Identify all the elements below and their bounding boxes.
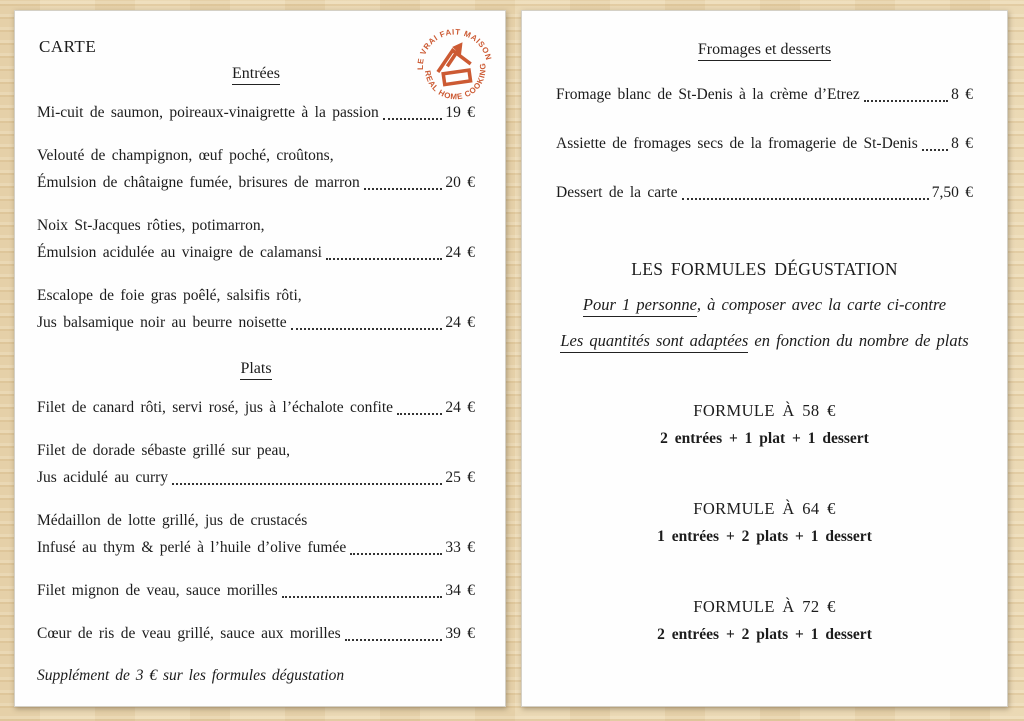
menu-item-line: Velouté de champignon, œuf poché, croûtons, [37,147,334,164]
menu-item-price: 25 € [445,469,475,486]
menu-item-line: Filet mignon de veau, sauce morilles [37,582,278,599]
menu-item-line: Cœur de ris de veau grillé, sauce aux morilles [37,625,341,642]
formule-option [556,495,973,552]
menu-item-price: 39 € [445,625,475,642]
menu-item-price: 8 € [951,135,973,152]
intro-underlined: Les quantités sont adaptées [560,331,748,353]
dotted-leader [682,198,929,200]
menu-item-price: 24 € [445,399,475,416]
dotted-leader [326,258,442,260]
formule-composition: 2 entrées + 2 plats + 1 dessert [657,626,872,643]
formule-composition: 1 entrées + 2 plats + 1 dessert [657,528,872,545]
section-heading-fromages: Fromages et desserts [556,41,973,59]
menu-item-line: Dessert de la carte [556,184,678,201]
formule-name: FORMULE À 72 € [693,597,836,616]
menu-item-price: 24 € [445,244,475,261]
menu-item [37,394,475,421]
dotted-leader [345,639,443,641]
menu-item [556,130,973,157]
menu-item [37,212,475,266]
dotted-leader [397,413,442,415]
intro-underlined: Pour 1 personne [583,295,697,317]
formule-name: FORMULE À 58 € [693,401,836,420]
menu-item-line: Noix St-Jacques rôties, potimarron, [37,217,265,234]
dotted-leader [282,596,443,598]
menu-item [37,437,475,491]
menu-item [37,282,475,336]
menu-item-line: Mi-cuit de saumon, poireaux-vinaigrette à la passion [37,104,379,121]
menu-page-left [14,10,506,707]
formule-composition: 2 entrées + 1 plat + 1 dessert [660,430,869,447]
menu-item [37,620,475,647]
menu-item [556,179,973,206]
menu-page-right [521,10,1008,707]
menu-item-line: Assiette de fromages secs de la fromagerie de St-Denis [556,135,918,152]
dotted-leader [350,553,442,555]
menu-item-line: Médaillon de lotte grillé, jus de crustacés [37,512,308,529]
menu-item [37,142,475,196]
menu-item [556,81,973,108]
menu-item-line: Émulsion acidulée au vinaigre de calamansi [37,244,322,261]
dotted-leader [864,100,948,102]
le-vrai-fait-maison-stamp [402,19,509,116]
formule-option [556,397,973,454]
menu-item [37,507,475,561]
menu-item [37,577,475,604]
page-title: CARTE [39,37,97,56]
menu-item-line: Filet de canard rôti, servi rosé, jus à l’échalote confite [37,399,394,416]
menu-item-line: Jus acidulé au curry [37,469,169,486]
dotted-leader [291,328,443,330]
intro-rest: en fonction du nombre de plats [748,331,969,350]
dotted-leader [922,149,948,151]
dotted-leader [364,188,443,190]
house-arrow-icon [434,41,473,85]
formule-name: FORMULE À 64 € [693,499,836,518]
menu-item-price: 20 € [445,174,475,191]
menu-item-price: 24 € [445,314,475,331]
menu-item-line: Émulsion de châtaigne fumée, brisures de marron [37,174,360,191]
menu-item-line: Escalope de foie gras poêlé, salsifis rôti, [37,287,302,304]
stamp-top-text: LE VRAI FAIT MAISON [415,27,494,71]
formules-intro-line [556,290,973,320]
menu-item-line: Infusé au thym & perlé à l’huile d’olive fumée [37,539,347,556]
section-heading-entrees: Entrées [37,65,475,83]
menu-item-line: Filet de dorade sébaste grillé sur peau, [37,442,291,459]
menu-item-price: 34 € [445,582,475,599]
formules-title: LES FORMULES DÉGUSTATION [631,259,898,279]
menu-item-line: Jus balsamique noir au beurre noisette [37,314,287,331]
supplement-note: Supplément de 3 € sur les formules dégustation [37,667,345,684]
menu-item-price: 7,50 € [931,184,973,201]
menu-item [37,99,475,126]
menu-item-price: 8 € [951,86,973,103]
menu-item-price: 33 € [445,539,475,556]
stamp-bottom-text: REAL HOME COOKING [422,62,488,102]
formule-option [556,593,973,650]
menu-item-line: Fromage blanc de St-Denis à la crème d’Etrez [556,86,860,103]
home-cooking-stamp-icon [402,19,509,116]
dotted-leader [383,118,443,120]
formules-intro-line [556,326,973,356]
dotted-leader [172,483,442,485]
menu-item-price: 19 € [445,104,475,121]
intro-rest: , à composer avec la carte ci-contre [696,295,947,314]
section-heading-plats: Plats [37,360,475,378]
